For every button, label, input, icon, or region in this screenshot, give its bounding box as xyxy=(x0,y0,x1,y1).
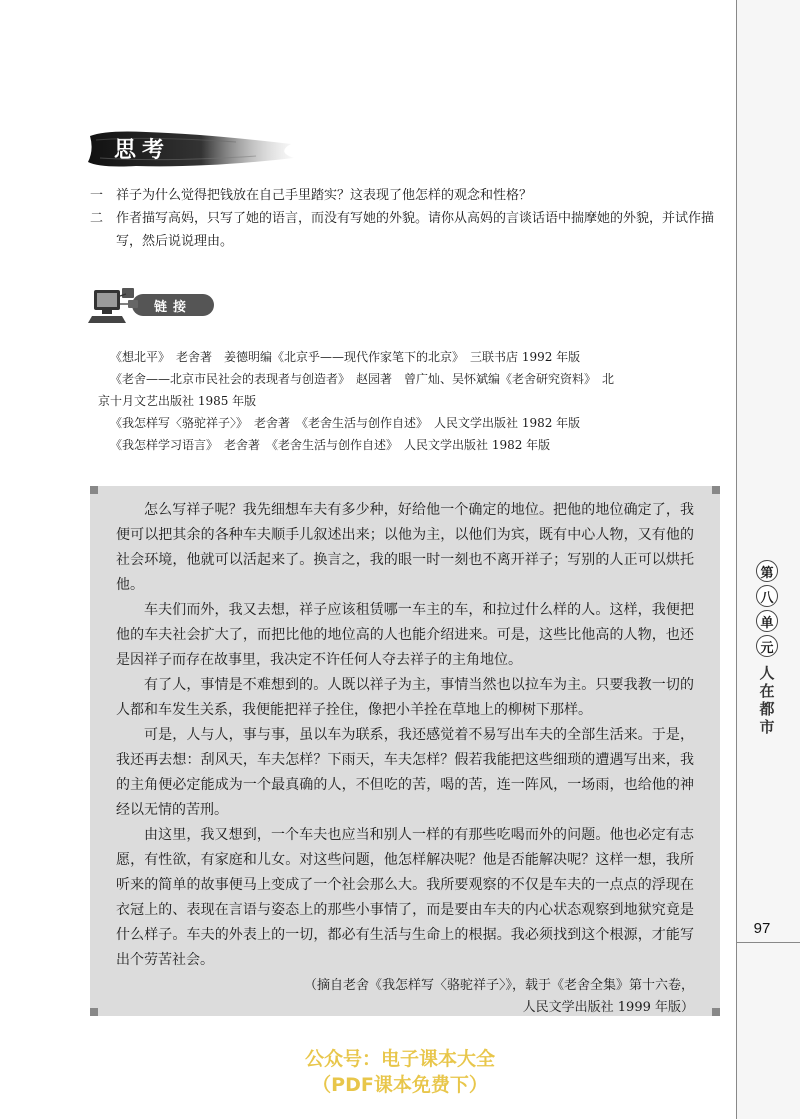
reference-item: 《我怎样写〈骆驼祥子〉》 老舍著 《老舍生活与创作自述》 人民文学出版社 1982 年版 xyxy=(110,416,581,430)
page-number: 97 xyxy=(753,920,771,937)
question-number: 一 xyxy=(90,188,104,203)
reference-item: 《我怎样学习语言》 老舍著 《老舍生活与创作自述》 人民文学出版社 1982 年版 xyxy=(110,438,551,452)
question-item xyxy=(90,207,730,253)
excerpt-source-line: 人民文学出版社 1999 年版） xyxy=(522,1000,694,1015)
unit-char: 八 xyxy=(756,585,778,607)
excerpt-paragraph: 由这里，我又想到，一个车夫也应当和别人一样的有那些吃喝而外的问题。他也必定有志愿，有性欲，有家庭和儿女。对这些问题，他怎样解决呢？他是否能解决呢？这样一想，我所听来的简单的故事便马上变成了一个社会那么大。我所要观察的不仅是车夫的一点点的浮现在衣冠上的、表现在言语与姿态上的那些小事情了，而是要由车夫的内心状态观察到地狱究竟是什么样子。车夫的外表上的一切，都必有生活与生命上的根据。我必须找到这个根源，才能写出个劳苦社会。 xyxy=(116,827,694,968)
page-number-rule xyxy=(736,942,800,943)
reference-item-continued: 京十月文艺出版社 1985 年版 xyxy=(98,394,257,408)
unit-badge xyxy=(744,560,790,660)
corner-mark xyxy=(712,486,720,494)
margin-rule xyxy=(736,0,737,1119)
excerpt-paragraph: 可是，人与人，事与事，虽以车为联系，我还感觉着不易写出车夫的全部生活来。于是，我还再去想：刮风天，车夫怎样？下雨天，车夫怎样？假若我能把这些细琐的遭遇写出来，我的主角便必定能成为一个最真确的人，不但吃的苦，喝的苦，连一阵风，一场雨，也给他的神经以无情的苦刑。 xyxy=(116,727,694,818)
question-item xyxy=(90,184,730,207)
excerpt-paragraph: 有了人，事情是不难想到的。人既以祥子为主，事情当然也以拉车为主。只要我教一切的人都和车发生关系，我便能把祥子拴住，像把小羊拴在草地上的柳树下那样。 xyxy=(116,677,694,718)
corner-mark xyxy=(712,1008,720,1016)
unit-char: 元 xyxy=(756,635,778,657)
corner-mark xyxy=(90,1008,98,1016)
excerpt-source-line: （摘自老舍《我怎样写〈骆驼祥子〉》，载于《老舍全集》第十六卷， xyxy=(303,978,694,993)
unit-char: 第 xyxy=(756,560,778,582)
watermark xyxy=(0,1046,800,1098)
think-section-header xyxy=(86,128,296,170)
unit-title: 人在都市 xyxy=(759,664,775,736)
question-number: 二 xyxy=(90,211,104,226)
unit-char: 单 xyxy=(756,610,778,632)
corner-mark xyxy=(90,486,98,494)
excerpt-paragraph: 车夫们而外，我又去想，祥子应该租赁哪一车主的车，和拉过什么样的人。这样，我便把他的车夫社会扩大了，而把比他的地位高的人也能介绍进来。可是，这些比他高的人物，也还是因祥子而存在故事里，我决定不许任何人夺去祥子的主角地位。 xyxy=(116,602,694,668)
reference-item: 《老舍——北京市民社会的表现者与创造者》 赵园著 曾广灿、吴怀斌编《老舍研究资料》 北 xyxy=(110,372,615,386)
question-text: 作者描写高妈，只写了她的语言，而没有写她的外貌。请你从高妈的言谈话语中揣摩她的外貌，并试作描写，然后说说理由。 xyxy=(116,211,715,249)
question-list xyxy=(90,184,730,253)
reference-item: 《想北平》 老舍著 姜德明编《北京乎——现代作家笔下的北京》 三联书店 1992 年版 xyxy=(110,350,581,364)
link-title: 链接 xyxy=(154,300,193,315)
question-text: 祥子为什么觉得把钱放在自己手里踏实？这表现了他怎样的观念和性格？ xyxy=(116,188,533,203)
link-section-header xyxy=(88,286,218,326)
excerpt-paragraph: 怎么写祥子呢？我先细想车夫有多少种，好给他一个确定的地位。把他的地位确定了，我便可以把其余的各种车夫顺手儿叙述出来；以他为主，以他们为宾，既有中心人物，又有他的社会环境，他就可以活起来了。换言之，我的眼一时一刻也不离开祥子；写别的人正可以烘托他。 xyxy=(116,502,694,593)
excerpt-text xyxy=(116,498,694,1019)
watermark-line: 公众号：电子课本大全 xyxy=(304,1048,495,1070)
think-title: 思考 xyxy=(114,137,171,163)
watermark-line: （PDF课本免费下） xyxy=(312,1074,488,1096)
computer-icon xyxy=(88,286,144,326)
reference-list xyxy=(98,346,720,456)
